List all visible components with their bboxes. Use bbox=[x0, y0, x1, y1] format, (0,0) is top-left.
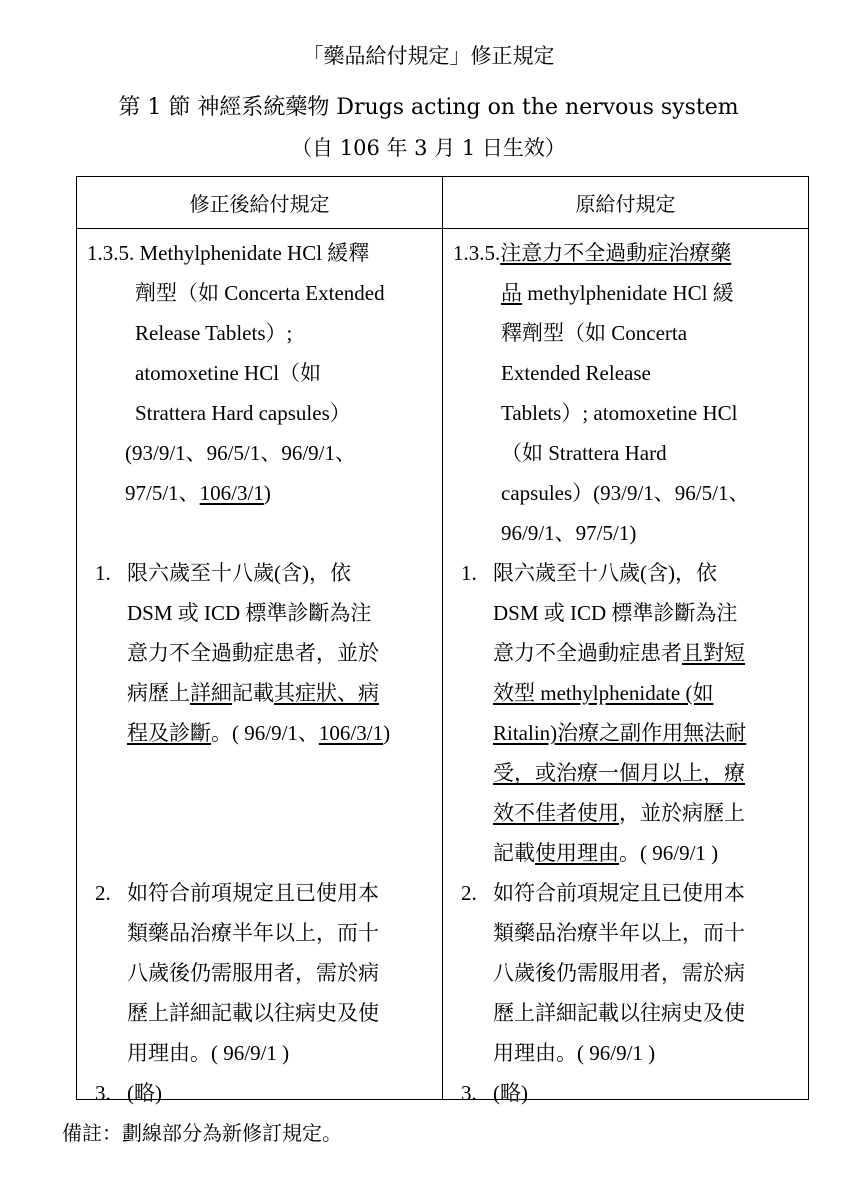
text-line: 96/9/1、97/5/1) bbox=[501, 521, 637, 545]
text-line: （如 Strattera Hard bbox=[501, 441, 667, 465]
comparison-table bbox=[76, 176, 809, 1105]
text-line: Extended Release bbox=[501, 361, 651, 385]
item-number: 3. bbox=[95, 1081, 111, 1105]
text-line: 限六歲至十八歲(含)，依 bbox=[127, 561, 351, 585]
text-line: 歷上詳細記載以往病史及使 bbox=[127, 1001, 379, 1025]
text-line: (略) bbox=[493, 1081, 528, 1105]
text-line: atomoxetine HCl（如 bbox=[135, 361, 322, 385]
item-number: 1. bbox=[95, 561, 111, 585]
text-line: 效不佳者使用，並於病歷上 bbox=[493, 801, 745, 825]
text-line: (93/9/1、96/5/1、96/9/1、 bbox=[125, 441, 356, 465]
text-line: Tablets）; atomoxetine HCl bbox=[501, 401, 738, 425]
text-line: 如符合前項規定且已使用本 bbox=[127, 881, 379, 905]
section-title: 第 1 節 神經系統藥物 Drugs acting on the nervous system bbox=[118, 95, 739, 120]
text-line: 歷上詳細記載以往病史及使 bbox=[493, 1001, 745, 1025]
text-line: 意力不全過動症患者，並於 bbox=[127, 641, 379, 665]
text-line: 限六歲至十八歲(含)，依 bbox=[493, 561, 717, 585]
text-line: 劑型（如 Concerta Extended bbox=[135, 281, 385, 305]
text-line: (略) bbox=[127, 1081, 162, 1105]
text-line: 用理由。( 96/9/1 ) bbox=[493, 1041, 656, 1065]
text-line: 用理由。( 96/9/1 ) bbox=[127, 1041, 290, 1065]
footnote: 備註：劃線部分為新修訂規定。 bbox=[62, 1121, 342, 1145]
text-line: 受，或治療一個月以上，療 bbox=[493, 761, 745, 785]
text-line: 類藥品治療半年以上，而十 bbox=[493, 921, 745, 945]
text-line: Ritalin)治療之副作用無法耐 bbox=[493, 721, 747, 745]
text-line: 如符合前項規定且已使用本 bbox=[493, 881, 745, 905]
text-line: 程及診斷。( 96/9/1、106/3/1) bbox=[127, 721, 391, 745]
column-header-amended: 修正後給付規定 bbox=[77, 177, 443, 229]
amended-rule-cell bbox=[77, 229, 443, 1105]
text-line: DSM 或 ICD 標準診斷為注 bbox=[493, 601, 738, 625]
item-number: 3. bbox=[461, 1081, 477, 1105]
text-line: 記載使用理由。( 96/9/1 ) bbox=[493, 841, 719, 865]
item-number: 2. bbox=[461, 881, 477, 905]
text-line: 病歷上詳細記載其症狀、病 bbox=[127, 681, 379, 705]
text-line: 1.3.5. Methylphenidate HCl 緩釋 bbox=[87, 241, 370, 265]
document-title: 「藥品給付規定」修正規定 bbox=[302, 44, 555, 68]
text-line: 效型 methylphenidate (如 bbox=[493, 681, 714, 705]
text-line: 八歲後仍需服用者，需於病 bbox=[127, 961, 379, 985]
effective-date: （自 106 年 3 月 1 日生效） bbox=[291, 136, 566, 160]
text-line: 類藥品治療半年以上，而十 bbox=[127, 921, 379, 945]
text-line: 八歲後仍需服用者，需於病 bbox=[493, 961, 745, 985]
item-number: 2. bbox=[95, 881, 111, 905]
text-line: Strattera Hard capsules） bbox=[135, 401, 351, 425]
text-line: capsules）(93/9/1、96/5/1、 bbox=[501, 481, 750, 505]
text-line: 意力不全過動症患者且對短 bbox=[493, 641, 745, 665]
text-line: 品 methylphenidate HCl 緩 bbox=[501, 281, 734, 305]
text-line: DSM 或 ICD 標準診斷為注 bbox=[127, 601, 372, 625]
text-line: 1.3.5.注意力不全過動症治療藥 bbox=[453, 241, 732, 265]
text-line: Release Tablets）; bbox=[135, 321, 293, 345]
text-line: 97/5/1、106/3/1) bbox=[125, 481, 271, 505]
column-header-original: 原給付規定 bbox=[443, 177, 809, 229]
item-number: 1. bbox=[461, 561, 477, 585]
text-line: 釋劑型（如 Concerta bbox=[501, 321, 688, 345]
original-rule-cell bbox=[443, 229, 809, 1105]
